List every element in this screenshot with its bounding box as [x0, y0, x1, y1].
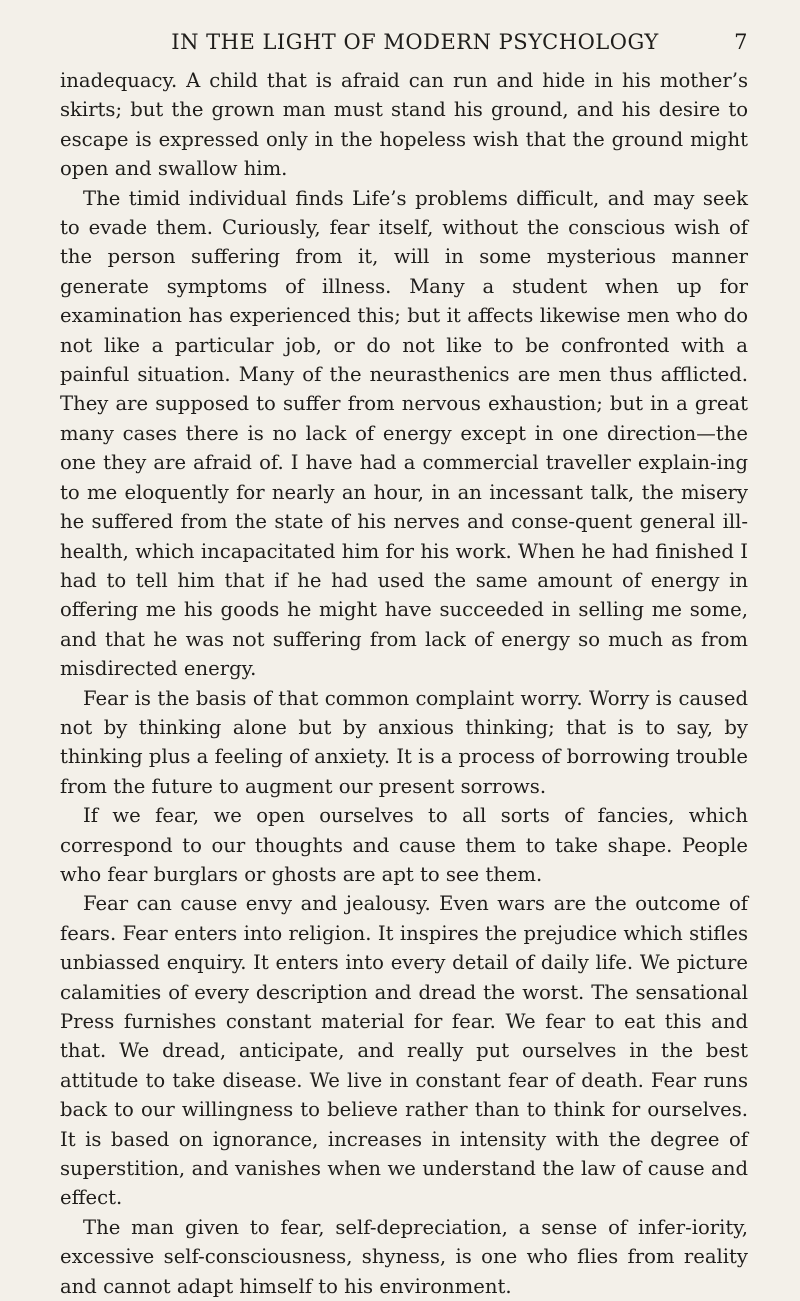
- paragraph-1: inadequacy. A child that is afraid can run and hide in his mother’s skirts; but the grown man must stand his ground, and his desire to escape is expressed only in the hopeless wish that the ground might open and swallow him.: [60, 69, 748, 181]
- paragraph-6: The man given to fear, self-depreciation, a sense of infer-iority, excessive self-consciousness, shyness, is one who flies from reality and cannot adapt himself to his environment.: [60, 1215, 748, 1298]
- running-head: [60, 30, 748, 66]
- paragraph-5: Fear can cause envy and jealousy. Even wars are the outcome of fears. Fear enters into religion. It inspires the prejudice which stifles unbiassed enquiry. It enters into every detail of daily life. We picture calamities of every description and dread the worst. The sensational Press furnishes constant material for fear. We fear to eat this and that. We dread, anticipate, and really put ourselves in the best attitude to take disease. We live in constant fear of death. Fear runs back to our willingness to believe rather than to think for ourselves. It is based on ignorance, increases in intensity with the degree of superstition, and vanishes when we understand the law of cause and effect.: [60, 892, 748, 1210]
- paragraph-4: If we fear, we open ourselves to all sorts of fancies, which correspond to our thoughts and cause them to take shape. People who fear burglars or ghosts are apt to see them.: [60, 804, 748, 886]
- running-head-title: IN THE LIGHT OF MODERN PSYCHOLOGY: [171, 30, 659, 54]
- body-text: [60, 66, 748, 1301]
- paragraph-3: Fear is the basis of that common complaint worry. Worry is caused not by thinking alone but by anxious thinking; that is to say, by thinking plus a feeling of anxiety. It is a process of borrowing trouble from the future to augment our present sorrows.: [60, 686, 748, 798]
- paragraph-2: The timid individual finds Life’s problems difficult, and may seek to evade them. Curiously, fear itself, without the conscious wish of the person suffering from it, will in some mysterious manner generate symptoms of illness. Many a student when up for examination has experienced this; but it affects likewise men who do not like a particular job, or do not like to be confronted with a painful situation. Many of the neurasthenics are men thus afflicted. They are supposed to suffer from nervous exhaustion; but in a great many cases there is no lack of energy except in one direction—the one they are afraid of. I have had a commercial traveller explain-ing to me eloquently for nearly an hour, in an incessant talk, the misery he suffered from the state of his nerves and conse-quent general ill-health, which incapacitated him for his work. When he had finished I had to tell him that if he had used the same amount of energy in offering me his goods he might have succeeded in selling me some, and that he was not suffering from lack of energy so much as from misdirected energy.: [60, 186, 748, 681]
- page-number: 7: [734, 30, 748, 54]
